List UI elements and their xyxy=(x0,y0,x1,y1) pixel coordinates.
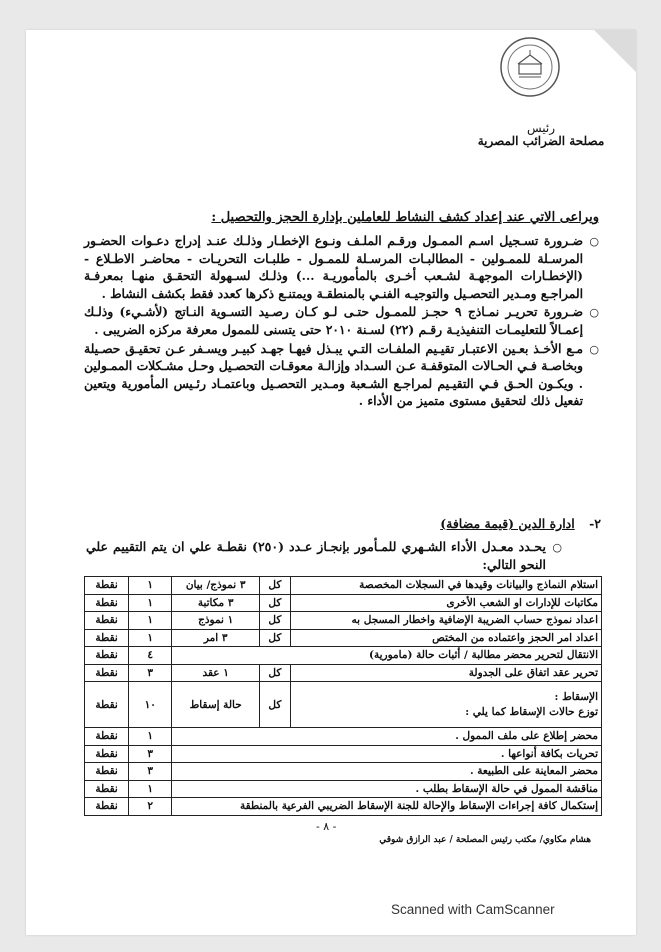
row-description: إستكمال كافة إجراءات الإسقاط والإحالة للجنة الإسقاط الضريبي الفرعية بالمنطقة xyxy=(172,798,602,816)
row-points: ٣ xyxy=(129,664,172,682)
bullet-text: ضـرورة تحريـر نمـاذج ٩ حجـز للممـول حتـى لـو كـان رصـيد التسـوية النـاتج (لأشـيء) وذلـك إعمـالاً للتعليمـات التنفيذيـة رقـم (٢٢) لسـنة ٢٠١٠ حتى يتسنى للممول معرفة مركزه الضريبى . xyxy=(84,304,583,337)
row-points: ٢ xyxy=(129,798,172,816)
row-unit: كل xyxy=(260,577,291,595)
row-points-label: نقطة xyxy=(85,647,129,665)
row-description-line: توزع حالات الإسقاط كما يلي : xyxy=(465,705,598,718)
row-points-label: نقطة xyxy=(85,594,129,612)
row-quantity: ٣ نموذج/ بيان xyxy=(172,577,260,595)
row-points-label: نقطة xyxy=(85,682,129,728)
bullet-item xyxy=(84,340,599,410)
row-description: مناقشة الممول في حالة الإسقاط بطلب . xyxy=(172,780,602,798)
row-quantity: ٣ امر xyxy=(172,629,260,647)
row-description: اعداد نموذج حساب الضريبة الإضافية واخطار المسجل به xyxy=(290,612,601,630)
row-description: محضر المعاينة على الطبيعة . xyxy=(172,763,602,781)
row-points-label: نقطة xyxy=(85,763,129,781)
head-title: رئيس xyxy=(526,121,556,135)
section-title: ادارة الدين (قيمة مضافة) xyxy=(440,516,575,531)
row-quantity: ١ نموذج xyxy=(172,612,260,630)
bullet-item xyxy=(84,303,599,338)
row-points-label: نقطة xyxy=(85,780,129,798)
bullet-text: مـع الأخـذ بعـين الاعتبـار تقيـيم الملفـات التـي يبـذل فيهـا جهـد كبيـر ويسـفر عـن تحقيـق حصـيلة وبخاصـة فـي الحـالات المتوقفـة عـن السـداد وإزالـة معوقـات التحصـيل وحـل مشـكلات الممـولين . ويكـون الحـق فـي التقيـيم لمراجـع الشـعبة ومـدير التحصـيل وباعتمـاد رئـيس المأمورية ويتعين تفعيل ذلك لتحقيق مستوى متميز من الأداء . xyxy=(84,340,583,409)
bullet-circle-icon: ○ xyxy=(589,306,599,320)
row-points: ١ xyxy=(129,612,172,630)
head-subtitle: مصلحة الضرائب المصرية xyxy=(477,134,605,148)
table-row xyxy=(85,745,602,763)
row-unit: كل xyxy=(260,612,291,630)
row-points-label: نقطة xyxy=(85,798,129,816)
row-unit: كل xyxy=(260,664,291,682)
footer-signature-line: هشام مكاوي/ مكتب رئيس المصلحة / عبد الرازق شوقي xyxy=(379,835,591,845)
bullet-item xyxy=(84,232,599,302)
bullet-circle-icon: ○ xyxy=(589,235,599,248)
table-row xyxy=(85,682,602,728)
table-row xyxy=(85,577,602,595)
bullet-circle-icon: ○ xyxy=(552,541,562,554)
row-points-label: نقطة xyxy=(85,629,129,647)
document-page xyxy=(26,30,636,935)
table-row xyxy=(85,664,602,682)
bullet-text: يحـدد معـدل الأداء الشـهري للمـأمور بإنجـاز عـدد (٢٥٠) نقطـة علي ان يتم التقييم علي النحو التالي: xyxy=(86,539,546,572)
row-points-label: نقطة xyxy=(85,728,129,746)
row-points: ٤ xyxy=(129,647,172,665)
section-2-heading xyxy=(86,516,601,531)
row-quantity: ١ عقد xyxy=(172,664,260,682)
row-description: تحرير عقد اتفاق على الجدولة xyxy=(290,664,601,682)
row-points-label: نقطة xyxy=(85,577,129,595)
row-points: ١٠ xyxy=(129,682,172,728)
table-row xyxy=(85,728,602,746)
row-points: ١ xyxy=(129,577,172,595)
row-description: مكاتبات للإدارات او الشعب الأخرى xyxy=(290,594,601,612)
table-row xyxy=(85,594,602,612)
section-number: ٢- xyxy=(589,516,601,531)
row-points: ٣ xyxy=(129,763,172,781)
row-description: تحريات بكافة أنواعها . xyxy=(172,745,602,763)
row-points: ١ xyxy=(129,728,172,746)
row-description: محضر إطلاع على ملف الممول . xyxy=(172,728,602,746)
row-unit: كل xyxy=(260,682,291,728)
table-row xyxy=(85,647,602,665)
row-description: الانتقال لتحرير محضر مطالبة / أثبات حالة (مامورية) xyxy=(172,647,602,665)
table-row xyxy=(85,763,602,781)
row-points: ١ xyxy=(129,629,172,647)
scanner-watermark: Scanned with CamScanner xyxy=(391,902,555,917)
table-row xyxy=(85,612,602,630)
row-description: استلام النماذج والبيانات وقيدها في السجلات المخصصة xyxy=(290,577,601,595)
page-corner-fold xyxy=(594,30,636,72)
row-points: ١ xyxy=(129,780,172,798)
row-quantity: حالة إسقاط xyxy=(172,682,260,728)
row-points-label: نقطة xyxy=(85,664,129,682)
tax-authority-seal-icon xyxy=(499,36,561,98)
bullet-circle-icon: ○ xyxy=(589,342,599,356)
row-unit: كل xyxy=(260,629,291,647)
row-points: ١ xyxy=(129,594,172,612)
row-description: اعداد امر الحجز واعتماده من المختص xyxy=(290,629,601,647)
page-number: - ٨ - xyxy=(316,820,337,833)
row-points-label: نقطة xyxy=(85,612,129,630)
row-points-label: نقطة xyxy=(85,745,129,763)
section-2-bullet xyxy=(86,538,562,574)
row-description-line: الإسقاط : xyxy=(554,690,598,703)
points-table xyxy=(84,576,602,816)
row-points: ٣ xyxy=(129,745,172,763)
bullet-list xyxy=(84,232,599,411)
table-row xyxy=(85,629,602,647)
bullet-text: ضـرورة تسـجيل اسـم الممـول ورقـم الملـف ونـوع الإخطـار وذلـك عنـد إدراج دعـوات الحضـور المرسـلة للممـولين - المطالبـات المرسـلة للممـول - طلبـات التحريـات - محاضـر الاطـلاع - (الإخطـارات الموجهـة لشـعب أخـرى بالمأموريـة ...) وذلـك لسـهولة التحقـق منهـا بمعرفـة المراجـع ومـدير التحصـيل والتوجيـه الفنـي بالمنطقـة ويمتنـع ذكرها كعدد فقط بكشف النشاط . xyxy=(84,233,583,301)
table-row xyxy=(85,798,602,816)
row-quantity: ٣ مكاتبة xyxy=(172,594,260,612)
intro-heading: ويراعى الاتي عند إعداد كشف النشاط للعاملين بإدارة الحجز والتحصيل : xyxy=(211,210,599,225)
table-row xyxy=(85,780,602,798)
row-unit: كل xyxy=(260,594,291,612)
row-description xyxy=(290,682,601,728)
